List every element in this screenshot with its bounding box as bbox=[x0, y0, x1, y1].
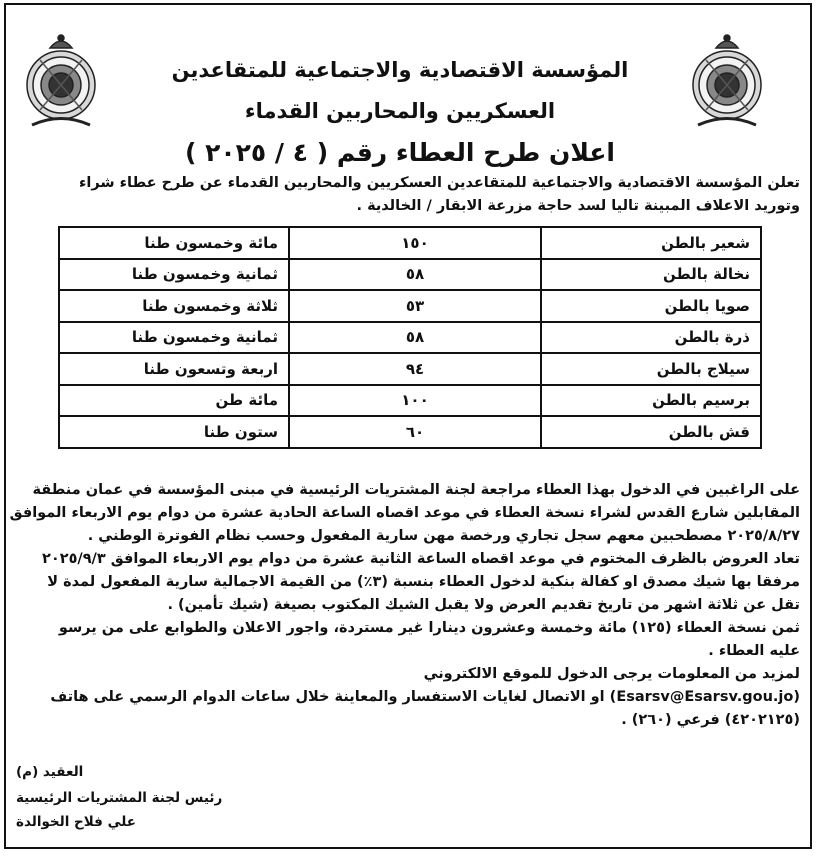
terms-line: عليه العطاء . bbox=[708, 643, 800, 659]
organization-name-line1: المؤسسة الاقتصادية والاجتماعية للمتقاعدين bbox=[171, 58, 629, 82]
table-row bbox=[59, 290, 761, 322]
table-row bbox=[59, 227, 761, 259]
table-row bbox=[59, 322, 761, 354]
item-quantity-words: ثمانية وخمسون طنا bbox=[59, 322, 289, 354]
organization-name-line2: العسكريين والمحاربين القدماء bbox=[244, 99, 556, 123]
announcement-title: اعلان طرح العطاء رقم ( ٤ / ٢٠٢٥ ) bbox=[185, 138, 615, 167]
item-name: ذرة بالطن bbox=[541, 322, 761, 354]
feed-items-table bbox=[58, 226, 762, 449]
terms-line: مرفقا بها شيك مصدق او كفالة بنكية لدخول العطاء بنسبة (٣٪) من القيمة الاجمالية سارية المفعول لمدة لا bbox=[47, 574, 800, 590]
table-row bbox=[59, 259, 761, 291]
item-quantity: ٥٨ bbox=[289, 259, 541, 291]
intro-paragraph bbox=[10, 172, 800, 218]
item-quantity-words: ثمانية وخمسون طنا bbox=[59, 259, 289, 291]
terms-line: (٤٢٠٢١٢٥) فرعي (٢٦٠) . bbox=[621, 712, 800, 728]
item-name: برسيم بالطن bbox=[541, 385, 761, 417]
terms-line: لمزيد من المعلومات يرجى الدخول للموقع الالكتروني bbox=[423, 666, 800, 682]
item-name: نخالة بالطن bbox=[541, 259, 761, 291]
table-row bbox=[59, 416, 761, 448]
terms-line: تقل عن ثلاثة اشهر من تاريخ تقديم العرض ولا يقبل الشيك المكتوب بصيغة (شيك تأمين) . bbox=[167, 597, 800, 613]
item-quantity: ٥٣ bbox=[289, 290, 541, 322]
terms-line: تعاد العروض بالظرف المختوم في موعد اقصاه الساعة الثانية عشرة من دوام يوم الاربعاء الموافق ٢٠٢٥/٩/٣ bbox=[42, 551, 800, 567]
item-quantity: ١٠٠ bbox=[289, 385, 541, 417]
intro-line: تعلن المؤسسة الاقتصادية والاجتماعية للمتقاعدين العسكريين والمحاربين القدماء عن طرح عطاء شراء bbox=[78, 175, 800, 191]
table-row bbox=[59, 385, 761, 417]
armed-forces-emblem-icon bbox=[686, 30, 768, 130]
item-quantity: ٦٠ bbox=[289, 416, 541, 448]
terms-line: ثمن نسخة العطاء (١٢٥) مائة وخمسة وعشرون دينارا غير مستردة، واجور الاعلان والطوابع على من يرسو bbox=[58, 620, 800, 636]
signature-rank: العقيد (م) bbox=[16, 764, 84, 780]
item-quantity-words: مائة طن bbox=[59, 385, 289, 417]
item-name: سيلاج بالطن bbox=[541, 353, 761, 385]
signature-title: رئيس لجنة المشتريات الرئيسية bbox=[16, 790, 223, 806]
item-quantity: ٥٨ bbox=[289, 322, 541, 354]
item-quantity-words: ستون طنا bbox=[59, 416, 289, 448]
armed-forces-emblem-icon bbox=[20, 30, 102, 130]
table-row bbox=[59, 353, 761, 385]
intro-line: وتوريد الاعلاف المبينة تاليا لسد حاجة مزرعة الابقار / الخالدية . bbox=[356, 198, 800, 214]
item-quantity-words: اربعة وتسعون طنا bbox=[59, 353, 289, 385]
signature-name: علي فلاح الخوالدة bbox=[16, 814, 136, 830]
terms-line: ٢٠٢٥/٨/٢٧ مصطحبين معهم سجل تجاري ورخصة مهن سارية المفعول وحسب نظام الفوترة الوطني . bbox=[87, 528, 800, 544]
terms-line: على الراغبين في الدخول بهذا العطاء مراجعة لجنة المشتريات الرئيسية في مبنى المؤسسة في عمان منطقة bbox=[32, 482, 800, 498]
item-quantity-words: ثلاثة وخمسون طنا bbox=[59, 290, 289, 322]
terms-paragraph bbox=[10, 479, 800, 732]
terms-line: (Esarsv@Esarsv.gou.jo) او الاتصال لغايات الاستفسار والمعاينة خلال ساعات الدوام الرسمي على هاتف bbox=[50, 689, 800, 705]
item-name: صويا بالطن bbox=[541, 290, 761, 322]
item-quantity: ١٥٠ bbox=[289, 227, 541, 259]
item-name: قش بالطن bbox=[541, 416, 761, 448]
item-quantity-words: مائة وخمسون طنا bbox=[59, 227, 289, 259]
item-name: شعير بالطن bbox=[541, 227, 761, 259]
terms-line: المقابلين شارع القدس لشراء نسخة العطاء في موعد اقصاه الساعة الحادية عشرة من دوام يوم الاربعاء الموافق bbox=[9, 505, 800, 521]
item-quantity: ٩٤ bbox=[289, 353, 541, 385]
